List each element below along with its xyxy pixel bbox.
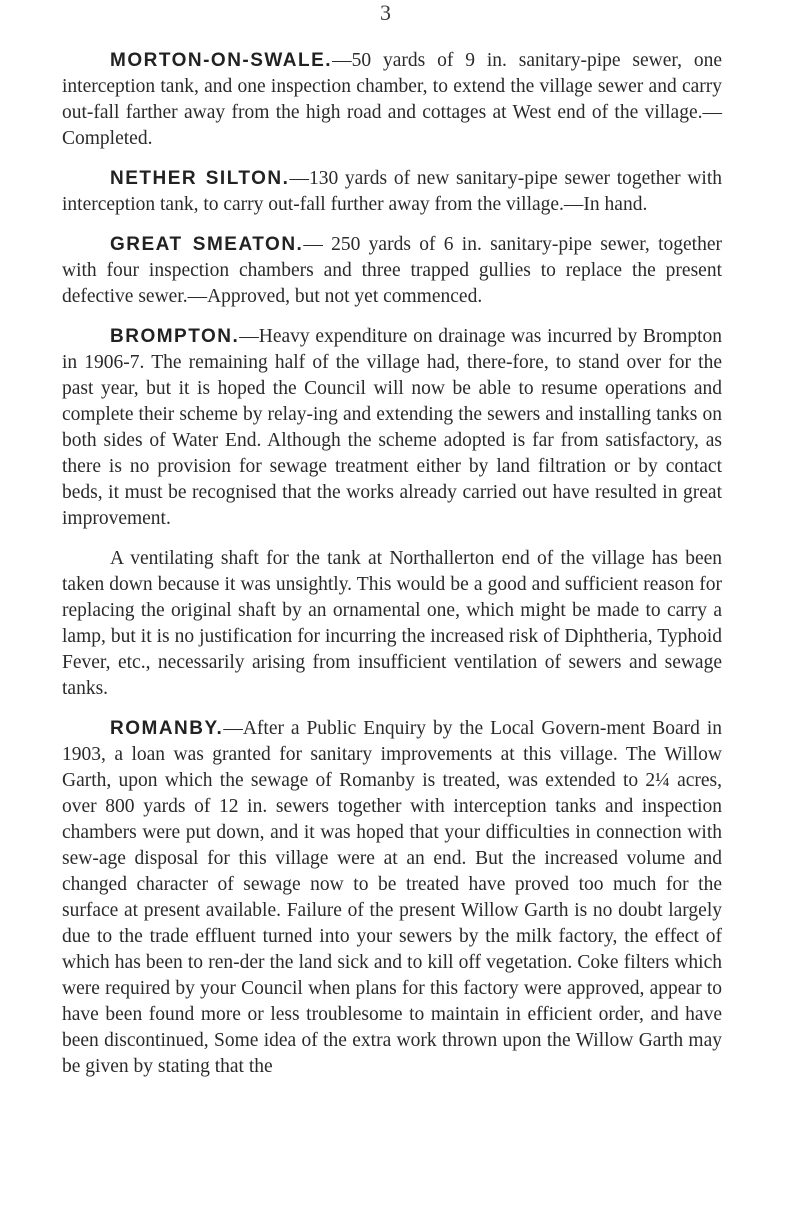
paragraph-text: —Heavy expenditure on drainage was incurred by Brompton in 1906-7. The remaining half of the village had, there-fore, to stand over for the past year, but it is hoped the Council will now be able to resume operations and complete their scheme by relay-ing and extending the sewers and installing tanks on both sides of Water End. Although the scheme adopted is far from satisfactory, as there is no provision for sewage treatment either by land filtration or by contact beds, it must be recognised that the works already carried out have resulted in great improvement. (62, 326, 722, 529)
paragraph-ventilating-shaft (62, 546, 722, 702)
section-heading-romanby: ROMANBY. (110, 718, 224, 739)
paragraph-text: — 250 yards of 6 in. sanitary-pipe sewer, together with four inspection chambers and three trapped gullies to replace the present defective sewer.—Approved, but not yet commenced. (62, 234, 722, 307)
paragraph-text: —130 yards of new sanitary-pipe sewer together with interception tank, to carry out-fall further away from the village.—In hand. (62, 168, 722, 215)
paragraph-text: —50 yards of 9 in. sanitary-pipe sewer, one interception tank, and one inspection chamber, to extend the village sewer and carry out-fall farther away from the high road and cottages at West end of the village.—Completed. (62, 50, 722, 149)
paragraph-great-smeaton (62, 232, 722, 310)
document-body (62, 48, 722, 1094)
section-heading-brompton: BROMPTON. (110, 326, 240, 347)
paragraph-text: —After a Public Enquiry by the Local Govern-ment Board in 1903, a loan was granted for sanitary improvements at this village. The Willow Garth, upon which the sewage of Romanby is treated, was extended to 2¼ acres, over 800 yards of 12 in. sewers together with interception tanks and inspection chambers were put down, and it was hoped that your difficulties in connection with sew-age disposal for this village were at an end. But the increased volume and changed character of sewage now to be treated have proved too much for the surface at present available. Failure of the present Willow Garth is no doubt largely due to the trade effluent turned into your sewers by the milk factory, the effect of which has been to ren-der the land sick and to kill off vegetation. Coke filters which were required by your Council when plans for this factory were approved, appear to have been found more or less troublesome to maintain in efficient order, and have been discontinued, Some idea of the extra work thrown upon the Willow Garth may be given by stating that the (62, 718, 722, 1077)
paragraph-romanby (62, 716, 722, 1080)
paragraph-morton-on-swale (62, 48, 722, 152)
paragraph-nether-silton (62, 166, 722, 218)
section-heading-morton-on-swale: MORTON-ON-SWALE. (110, 50, 333, 71)
page-number: 3 (380, 0, 391, 25)
section-heading-nether-silton: NETHER SILTON. (110, 168, 290, 189)
paragraph-brompton (62, 324, 722, 532)
section-heading-great-smeaton: GREAT SMEATON. (110, 234, 304, 255)
paragraph-text: A ventilating shaft for the tank at Northallerton end of the village has been taken down because it was unsightly. This would be a good and sufficient reason for replacing the original shaft by an ornamental one, which might be made to carry a lamp, but it is no justification for incurring the increased risk of Diphtheria, Typhoid Fever, etc., necessarily arising from insufficient ventilation of sewers and sewage tanks. (62, 548, 722, 699)
